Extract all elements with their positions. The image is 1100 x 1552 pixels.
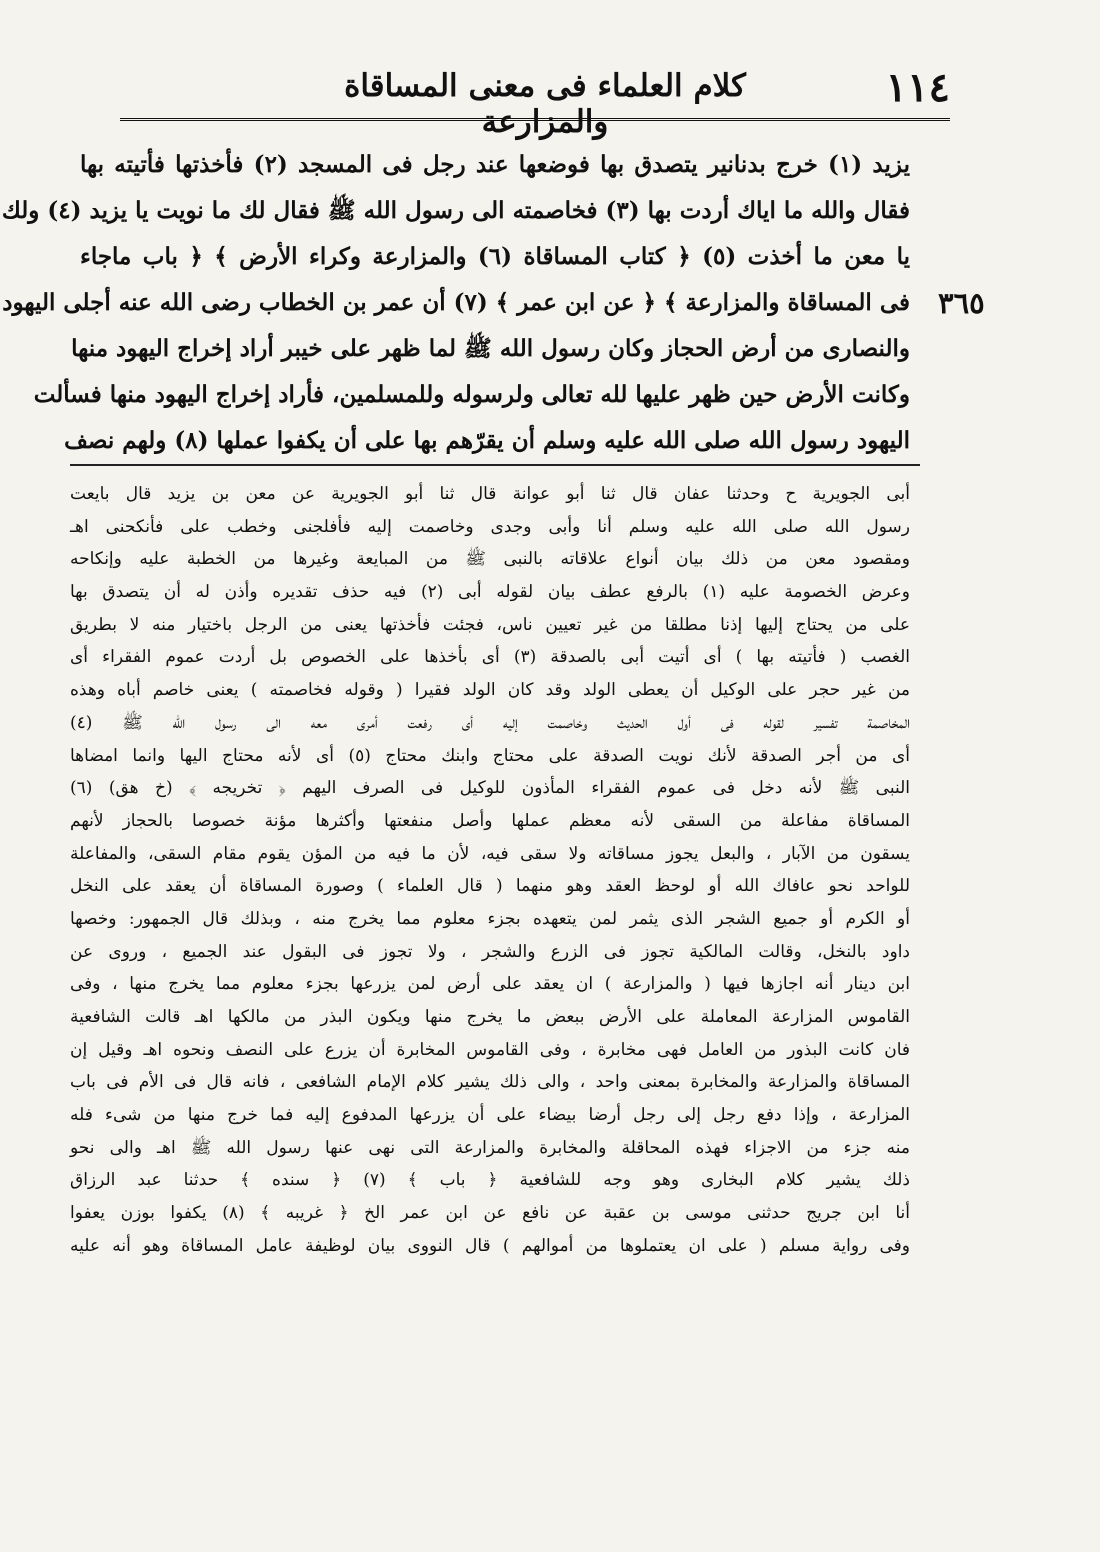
commentary-line: المساقاة مفاعلة من السقى لأنه معظم عملها وأصل منفعتها وأكثرها مؤنة خصوصا بالحجاز لأنهم: [70, 810, 910, 831]
commentary-line: أنا ابن جريج حدثنى موسى بن عقبة عن نافع عن ابن عمر الخ ﴿ غريبه ﴾ (٨) يكفوا بوزن يعفوا: [70, 1203, 910, 1224]
main-text-line: والنصارى من أرض الحجاز وكان رسول الله ﷺ لما ظهر على خيبر أراد إخراج اليهود منها: [71, 335, 910, 362]
commentary-line: المزارعة ، وإذا دفع رجل إلى رجل أرضا بيضاء على أن يزرعها المدفوع إليه فما خرج منها من شىء فله: [70, 1105, 910, 1126]
commentary-line: أى من أجر الصدقة لأنك نويت الصدقة على محتاج وابنك محتاج (٥) أى لأنه محتاج اليها وانما امضاها: [70, 745, 910, 766]
main-text: [1, 142, 911, 464]
commentary-line: أو الكرم أو جميع الشجر الذى يثمر لمن يتعهده بجزء معلوم مما يخرج منه ، وبذلك قال الجمهور: وخصها: [70, 908, 910, 929]
commentary-line: أبى الجويرية ح وحدثنا عفان قال ثنا أبو عوانة قال ثنا أبو الجويرية عن معن بن يزيد قال بايعت: [70, 484, 910, 504]
footnote-separator: [70, 464, 920, 466]
commentary-line: داود بالنخل، وقالت المالكية تجوز فى الزرع والشجر ، ولا تجوز فى البقول عند الجميع ، وروى عن: [70, 941, 910, 962]
commentary-line: ومقصود معن من ذلك بيان أنواع علاقاته بالنبى ﷺ من المبايعة وغيرها من الخطبة عليه وإنكاحه: [70, 549, 910, 570]
commentary-line: الغصب ( فأتيته بها ) أى أتيت أبى بالصدقة (٣) أى بأخذها على الخصوص بل أردت عموم الفقراء أى: [70, 647, 910, 668]
commentary-text: [70, 478, 910, 1263]
commentary-line: ابن دينار أنه اجازها فيها ( والمزارعة ) ان يعقد على أرض لمن يزرعها بجزء معلوم مما يخرج منها ، وفى: [70, 974, 910, 995]
page-header: [120, 60, 950, 140]
commentary-line: وفى رواية مسلم ( على ان يعتملوها من أموالهم ) قال النووى بيان لوظيفة عامل المساقاة وهو أنه عليه: [70, 1235, 910, 1256]
main-text-line: يا معن ما أخذت (٥) ﴿ كتاب المساقاة (٦) والمزارعة وكراء الأرض ﴾ ﴿ باب ماجاء: [80, 243, 911, 270]
commentary-line: ذلك يشير كلام البخارى وهو وجه للشافعية ﴿ باب ﴾ (٧) ﴿ سنده ﴾ حدثنا عبد الرزاق: [70, 1170, 910, 1191]
commentary-line: من غير حجر على الوكيل أن يعطى الولد وقد كان الولد فقيرا ( وقوله فخاصمته ) يعنى خاصم أباه وهذه: [70, 680, 910, 701]
running-title: كلام العلماء فى معنى المساقاة والمزارعة: [344, 68, 746, 140]
commentary-line: النبى ﷺ لأنه دخل فى عموم الفقراء المأذون للوكيل فى الصرف اليهم ﴿ تخريجه ﴾ (خ هق) (٦): [70, 778, 910, 799]
commentary-line: يسقون من الآبار ، والبعل يجوز مساقاته ولا سقى فيه، لأن ما فيه من المؤن يقوم مقام السقى، والمفاعلة: [70, 843, 910, 864]
commentary-line: رسول الله صلى الله عليه وسلم أنا وأبى وجدى وخاصمت إليه فأفلجنى وخطب على فأنكحنى اهـ: [70, 516, 910, 537]
main-text-line: وكانت الأرض حين ظهر عليها لله تعالى ولرسوله وللمسلمين، فأراد إخراج اليهود منها فسألت: [33, 381, 910, 408]
main-text-line: اليهود رسول الله صلى الله عليه وسلم أن يقرّهم بها على أن يكفوا عملها (٨) ولهم نصف: [64, 427, 910, 454]
main-text-line: فى المساقاة والمزارعة ﴾ ﴿ عن ابن عمر ﴾ (٧) أن عمر بن الخطاب رضى الله عنه أجلى اليهود: [2, 289, 910, 316]
commentary-line: المساقاة والمزارعة والمخابرة بمعنى واحد ، والى ذلك يشير كلام الإمام الشافعى ، فانه قال فى الأم فى باب: [70, 1072, 910, 1093]
margin-hadith-number: ٣٦٥: [938, 286, 985, 320]
commentary-line: فان كانت البذور من العامل فهى مخابرة ، وفى القاموس المخابرة أن يزرع على النصف ونحوه اهـ وقيل إن: [70, 1039, 910, 1060]
commentary-line: وعرض الخصومة عليه (١) بالرفع عطف بيان لقوله أبى (٢) فيه حذف تقديره وأذن له أن يتصدق بها: [70, 582, 910, 603]
commentary-line: للواحد نحو عافاك الله أو لوحظ العقد وهو منهما ( قال العلماء ) وصورة المساقاة أن يعقد على النخل: [70, 876, 910, 897]
page-number: ١١٤: [885, 64, 950, 111]
commentary-line: على من يحتاج إليها إذنا مطلقا من غير تعيين ناس، فجئت فأخذتها يعنى من الرجل باختيار منه لا بطريق: [70, 614, 910, 635]
main-text-line: فقال والله ما اياك أردت بها (٣) فخاصمته الى رسول الله ﷺ فقال لك ما نويت يا يزيد (٤) ولك: [1, 197, 910, 224]
commentary-line: المخاصمة تفسير لقوله فى أول الحديث وخاصمت إليه أى رفعت أمرى معه الى رسول الله ﷺ (٤): [70, 712, 910, 733]
main-text-line: يزيد (١) خرج بدنانير يتصدق بها فوضعها عند رجل فى المسجد (٢) فأخذتها فأتيته بها: [80, 151, 910, 178]
commentary-line: منه جزء من الاجزاء فهذه المحاقلة والمخابرة والمزارعة التى نهى عنها رسول الله ﷺ اهـ والى نحو: [70, 1137, 910, 1158]
commentary-line: القاموس المزارعة المعاملة على الأرض ببعض ما يخرج منها ويكون البذر من مالكها اهـ قالت الشافعية: [70, 1007, 910, 1027]
